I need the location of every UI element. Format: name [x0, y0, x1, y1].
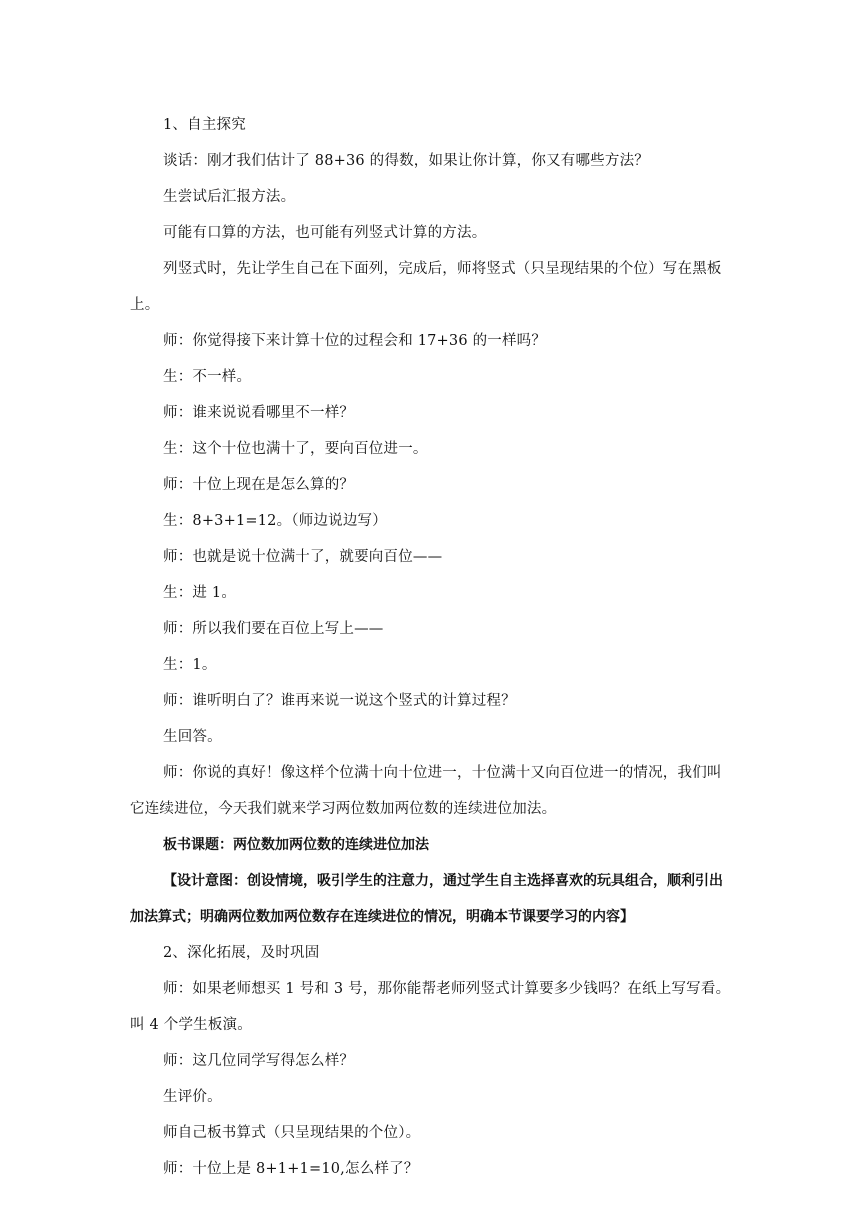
dialogue-line: 生：8+3+1=12。（师边说边写） — [163, 513, 387, 529]
paragraph: 可能有口算的方法，也可能有列竖式计算的方法。 — [163, 225, 487, 241]
paragraph: 生评价。 — [163, 1089, 222, 1105]
dialogue-line: 师：如果老师想买 1 号和 3 号，那你能帮老师列竖式计算要多少钱吗？在纸上写写看。叫 4 个学生板演。 — [130, 981, 731, 1033]
dialogue-line: 师：十位上是 8+1+1=10,怎么样了？ — [163, 1161, 419, 1177]
dialogue-line: 师：所以我们要在百位上写上—— — [163, 621, 384, 637]
dialogue-line: 师：这几位同学写得怎么样？ — [163, 1053, 355, 1069]
paragraph: 列竖式时，先让学生自己在下面列，完成后，师将竖式（只呈现结果的个位）写在黑板上。 — [130, 261, 722, 313]
dialogue-line: 师：谁来说说看哪里不一样？ — [163, 405, 355, 421]
paragraph: 师自己板书算式（只呈现结果的个位）。 — [163, 1125, 421, 1141]
dialogue-line: 师：也就是说十位满十了，就要向百位—— — [163, 549, 443, 565]
dialogue-line: 师：你说的真好！像这样个位满十向十位进一，十位满十又向百位进一的情况，我们叫它连续进位，今天我们就来学习两位数加两位数的连续进位加法。 — [130, 765, 722, 817]
paragraph: 生尝试后汇报方法。 — [163, 189, 296, 205]
dialogue-line: 生：进 1。 — [163, 585, 237, 601]
section-heading: 2、深化拓展，及时巩固 — [163, 945, 320, 961]
dialogue-line: 生：1。 — [163, 657, 217, 673]
paragraph: 谈话：刚才我们估计了 88+36 的得数，如果让你计算，你又有哪些方法？ — [163, 153, 649, 169]
dialogue-line: 师：你觉得接下来计算十位的过程会和 17+36 的一样吗？ — [163, 333, 547, 349]
paragraph: 生回答。 — [163, 729, 222, 745]
dialogue-line: 师：十位上现在是怎么算的？ — [163, 477, 355, 493]
board-title: 板书课题：两位数加两位数的连续进位加法 — [163, 837, 429, 853]
dialogue-line: 生：这个十位也满十了，要向百位进一。 — [163, 441, 428, 457]
design-intent-note: 【设计意图：创设情境，吸引学生的注意力，通过学生自主选择喜欢的玩具组合，顺利引出加法算式；明确两位数加两位数存在连续进位的情况，明确本节课要学习的内容】 — [130, 873, 723, 925]
document-body — [130, 107, 734, 1187]
section-heading: 1、自主探究 — [163, 117, 246, 133]
dialogue-line: 生：不一样。 — [163, 369, 252, 385]
dialogue-line: 师：谁听明白了？谁再来说一说这个竖式的计算过程？ — [163, 693, 516, 709]
